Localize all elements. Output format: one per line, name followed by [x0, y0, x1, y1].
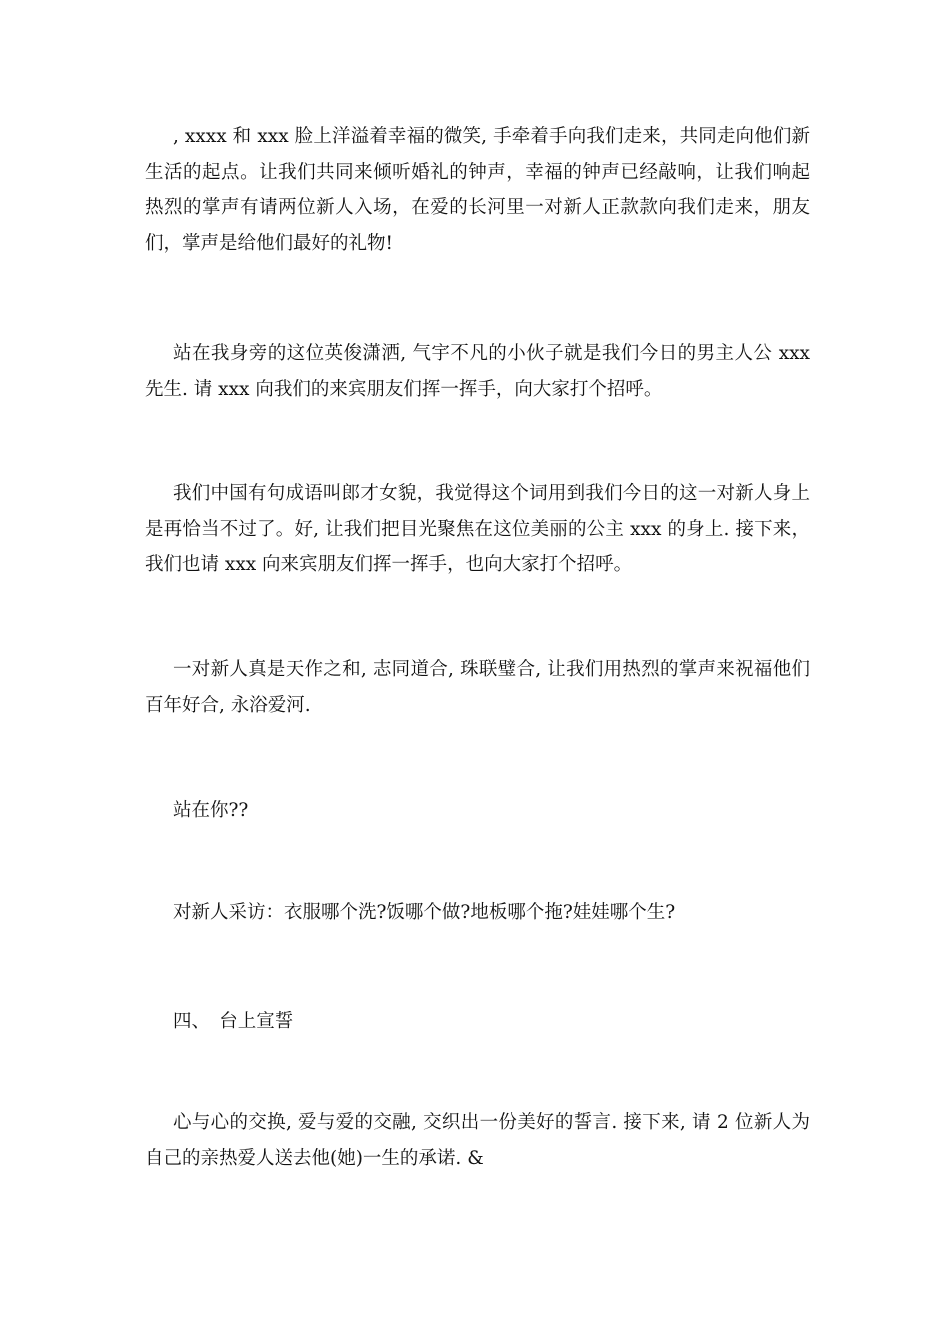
paragraph-groom-intro: 站在我身旁的这位英俊潇洒, 气宇不凡的小伙子就是我们今日的男主人公 xxx 先生. 请 xxx 向我们的来宾朋友们挥一挥手，向大家打个招呼。	[145, 343, 810, 400]
paragraph-vows-intro: 心与心的交换, 爱与爱的交融, 交织出一份美好的誓言. 接下来, 请 2 位新人为自己的亲热爱人送去他(她)一生的承诺. &	[145, 1112, 810, 1169]
section-heading-vows: 四、 台上宣誓	[173, 1011, 294, 1032]
paragraph-fragment: 站在你??	[173, 800, 249, 821]
paragraph-bride-intro: 我们中国有句成语叫郎才女貌，我觉得这个词用到我们今日的这一对新人身上是再恰当不过了。好, 让我们把目光聚焦在这位美丽的公主 xxx 的身上. 接下来，我们也请 xxx 向来宾朋友们挥一挥手，也向大家打个招呼。	[145, 483, 810, 575]
paragraph-entrance: , xxxx 和 xxx 脸上洋溢着幸福的微笑, 手牵着手向我们走来，共同走向他们新生活的起点。让我们共同来倾听婚礼的钟声，幸福的钟声已经敲响，让我们响起热烈的掌声有请两位新人入场，在爱的长河里一对新人正款款向我们走来，朋友们，掌声是给他们最好的礼物!	[145, 126, 810, 254]
paragraph-interview: 对新人采访：衣服哪个洗?饭哪个做?地板哪个拖?娃娃哪个生?	[173, 902, 676, 923]
paragraph-blessing: 一对新人真是天作之和, 志同道合, 珠联璧合, 让我们用热烈的掌声来祝福他们百年好合, 永浴爱河.	[145, 659, 810, 716]
